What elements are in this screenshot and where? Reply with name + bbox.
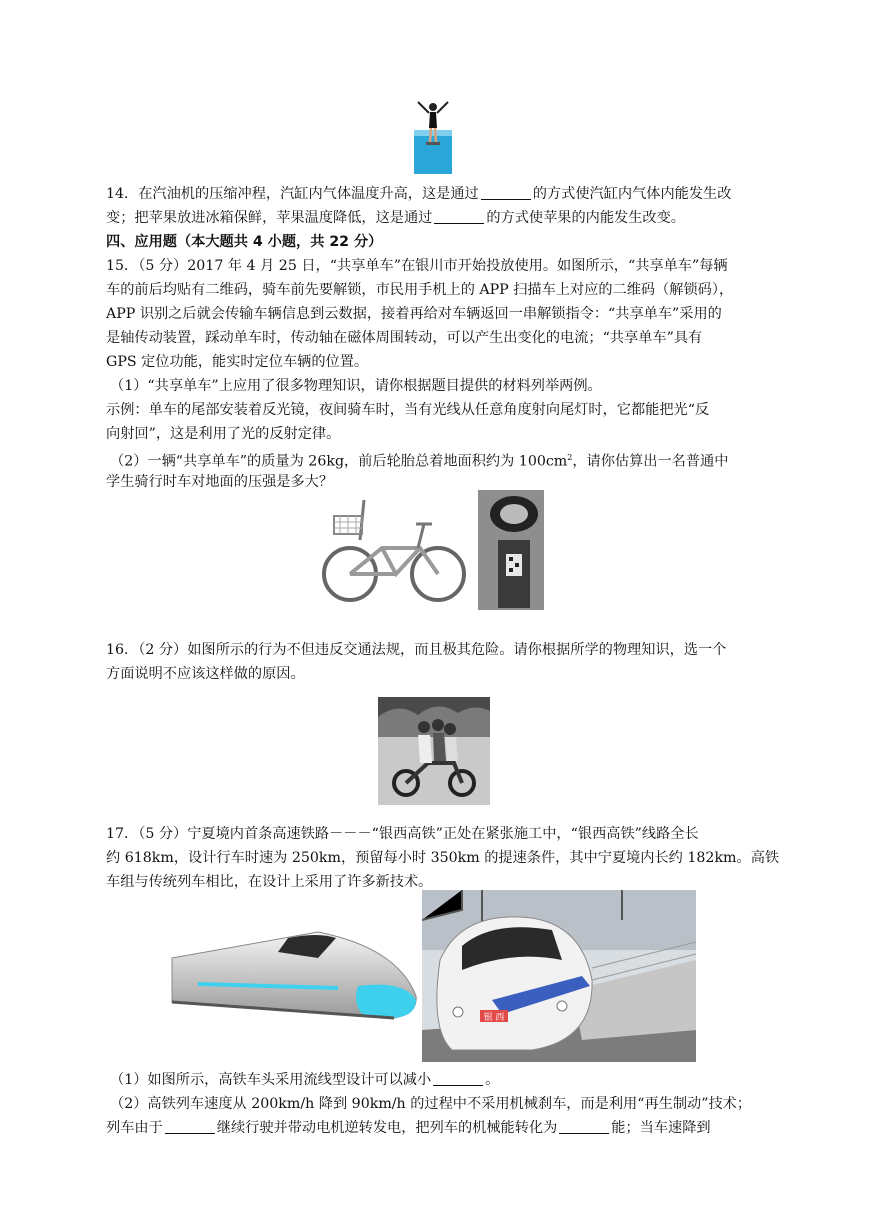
- q17-part1: [110, 1070, 499, 1090]
- motorcycle-photo: [378, 697, 490, 805]
- q15-line: APP 识别之后就会传输车辆信息到云数据，接着再给对车辆返回一串解锁指令：“共享单车”采用的: [106, 306, 722, 322]
- diver-figure: [408, 98, 458, 174]
- q16-line-1: 16．（2 分）如图所示的行为不但违反交通法规，而且极其危险。请你根据所学的物理知识，选一个: [106, 642, 727, 658]
- train-plate-text: 银 西: [483, 1013, 505, 1023]
- q15-line: GPS 定位功能，能实时定位车辆的位置。: [106, 354, 369, 370]
- q14-line-2: [106, 208, 685, 228]
- q16-line-2: 方面说明不应该这样做的原因。: [106, 666, 305, 682]
- q17-line-2: 约 618km，设计行车时速为 250km，预留每小时 350km 的提速条件，其中宁夏境内长约 182km。高铁: [106, 850, 780, 866]
- q17-part2-text: 继续行驶并带动电机逆转发电，把列车的机械能转化为: [216, 1120, 558, 1136]
- answer-blank[interactable]: [559, 1119, 609, 1134]
- q15-part1: （1）“共享单车”上应用了很多物理知识，请你根据题目提供的材料列举两例。: [110, 378, 602, 394]
- q14-text: 14．在汽油机的压缩冲程，汽缸内气体温度升高，这是通过: [106, 186, 479, 202]
- q17-part2-text: 能；当车速降到: [611, 1120, 711, 1136]
- q15-part2-text: ，请你估算出一名普通中: [572, 453, 729, 470]
- superscript: 2: [567, 453, 573, 462]
- q17-part2-text: 列车由于: [106, 1120, 163, 1136]
- bicycle-figure: [320, 488, 470, 608]
- q15-line: 15．（5 分）2017 年 4 月 25 日，“共享单车”在银川市开始投放使用。如图所示，“共享单车”每辆: [106, 258, 728, 274]
- answer-blank[interactable]: [434, 209, 484, 224]
- q15-part2-line2: 学生骑行时车对地面的压强是多大？: [106, 474, 334, 490]
- train-photo: [422, 890, 696, 1062]
- q17-part1-text: （1）如图所示，高铁车头采用流线型设计可以减小: [110, 1072, 432, 1088]
- q17-part2-line-1: （2）高铁列车速度从 200km/h 降到 90km/h 的过程中不采用机械刹车，而是利用“再生制动”技术；: [110, 1096, 752, 1112]
- train-head-illustration: [168, 918, 422, 1038]
- q15-part2-text: （2）一辆“共享单车”的质量为 26kg，前后轮胎总着地面积约为 100cm: [110, 453, 568, 470]
- q15-example-cont: 向射回”，这是利用了光的反射定律。: [106, 426, 341, 442]
- qr-lock-figure: [478, 490, 544, 610]
- answer-blank[interactable]: [165, 1119, 215, 1134]
- q17-line-1: 17．（5 分）宁夏境内首条高速铁路－－－“银西高铁”正处在紧张施工中，“银西高铁”线路全长: [106, 826, 699, 842]
- q17-part1-text: 。: [485, 1072, 500, 1088]
- q14-text: 的方式使苹果的内能发生改变。: [486, 210, 685, 226]
- answer-blank[interactable]: [433, 1071, 483, 1086]
- q15-line: 车的前后均贴有二维码，骑车前先要解锁，市民用手机上的 APP 扫描车上对应的二维码（解锁码），: [106, 282, 734, 298]
- q14-line-1: [106, 184, 731, 204]
- q15-part2: [110, 448, 728, 472]
- q17-part2-line-2: [106, 1118, 711, 1138]
- answer-blank[interactable]: [481, 185, 531, 200]
- q14-text: 的方式使汽缸内气体内能发生改: [532, 186, 732, 202]
- q15-line: 是轴传动装置，踩动单车时，传动轴在磁体周围转动，可以产生出变化的电流；“共享单车”具有: [106, 330, 703, 346]
- section-heading: 四、应用题（本大题共 4 小题，共 22 分）: [106, 234, 383, 250]
- q15-example: 示例：单车的尾部安装着反光镜，夜间骑车时，当有光线从任意角度射向尾灯时，它都能把光“反: [106, 402, 710, 418]
- q14-text: 变；把苹果放进冰箱保鲜，苹果温度降低，这是通过: [106, 210, 433, 226]
- q17-line-3: 车组与传统列车相比，在设计上采用了许多新技术。: [106, 874, 433, 890]
